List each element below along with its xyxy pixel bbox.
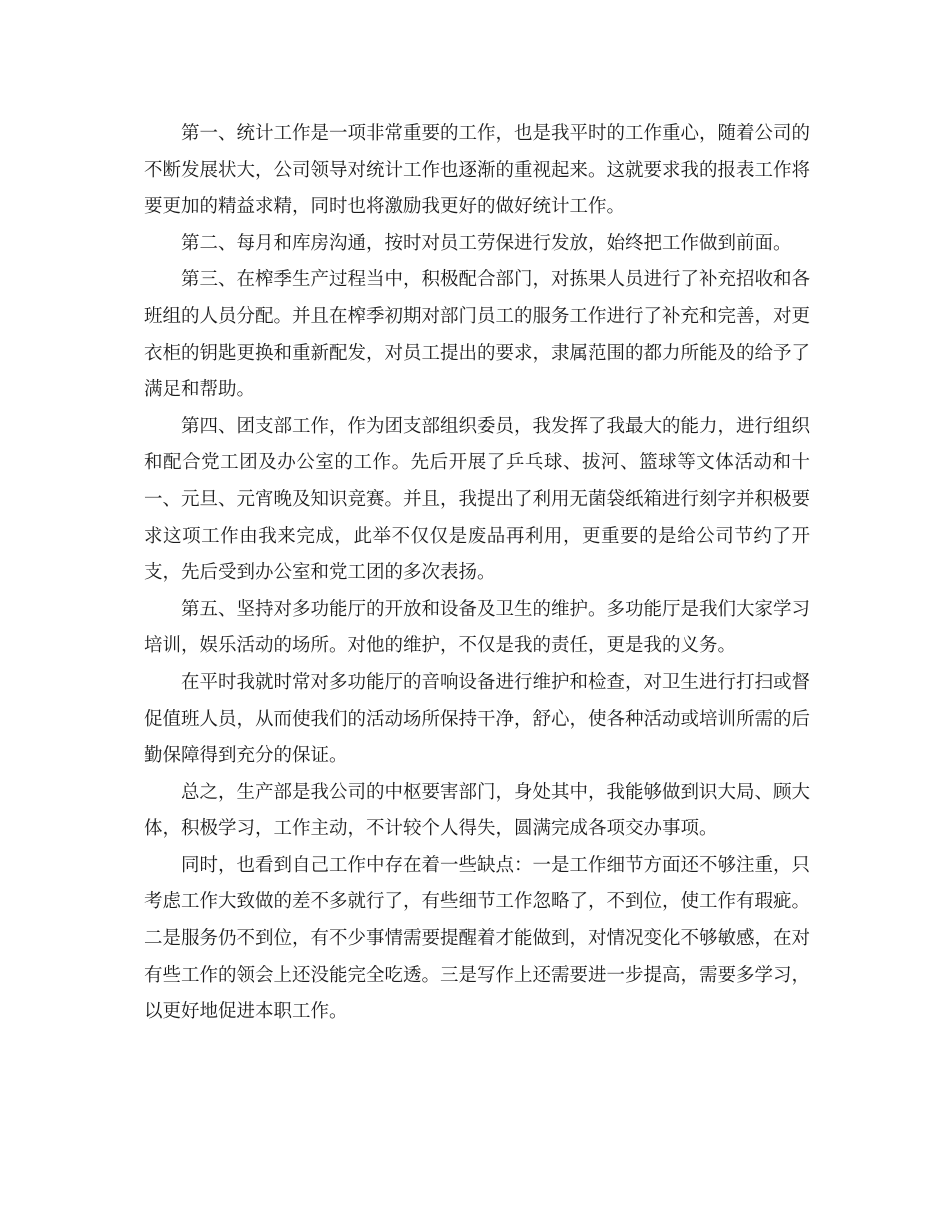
document-body bbox=[144, 116, 810, 1031]
paragraph-2: 第二、每月和库房沟通，按时对员工劳保进行发放，始终把工作做到前面。 bbox=[181, 232, 792, 254]
paragraph-8: 同时，也看到自己工作中存在着一些缺点：一是工作细节方面还不够注重，只考虑工作大致做的差不多就行了，有些细节工作忽略了，不到位，使工作有瑕疵。二是服务仍不到位，有不少事情需要提醒着才能做到，对情况变化不够敏感，在对有些工作的领会上还没能完全吃透。三是写作上还需要进一步提高，需要多学习，以更好地促进本职工作。 bbox=[144, 854, 811, 1023]
paragraph-4: 第四、团支部工作，作为团支部组织委员，我发挥了我最大的能力，进行组织和配合党工团及办公室的工作。先后开展了乒乓球、拔河、篮球等文体活动和十一、元旦、元宵晚及知识竞赛。并且，我提出了利用无菌袋纸箱进行刻字并积极要求这项工作由我来完成，此举不仅仅是废品再利用，更重要的是给公司节约了开支，先后受到办公室和党工团的多次表扬。 bbox=[144, 415, 811, 584]
paragraph-5: 第五、坚持对多功能厅的开放和设备及卫生的维护。多功能厅是我们大家学习培训，娱乐活动的场所。对他的维护，不仅是我的责任，更是我的义务。 bbox=[144, 598, 811, 657]
paragraph-3: 第三、在榨季生产过程当中，积极配合部门，对拣果人员进行了补充招收和各班组的人员分配。并且在榨季初期对部门员工的服务工作进行了补充和完善，对更衣柜的钥匙更换和重新配发，对员工提出的要求，隶属范围的都力所能及的给予了满足和帮助。 bbox=[144, 269, 811, 401]
paragraph-7: 总之，生产部是我公司的中枢要害部门，身处其中，我能够做到识大局、顾大体，积极学习，工作主动，不计较个人得失，圆满完成各项交办事项。 bbox=[144, 781, 811, 840]
paragraph-6: 在平时我就时常对多功能厅的音响设备进行维护和检查，对卫生进行打扫或督促值班人员，从而使我们的活动场所保持干净，舒心，使各种活动或培训所需的后勤保障得到充分的保证。 bbox=[144, 671, 811, 767]
paragraph-1: 第一、统计工作是一项非常重要的工作，也是我平时的工作重心，随着公司的不断发展状大，公司领导对统计工作也逐渐的重视起来。这就要求我的报表工作将要更加的精益求精，同时也将激励我更好的做好统计工作。 bbox=[144, 123, 811, 218]
